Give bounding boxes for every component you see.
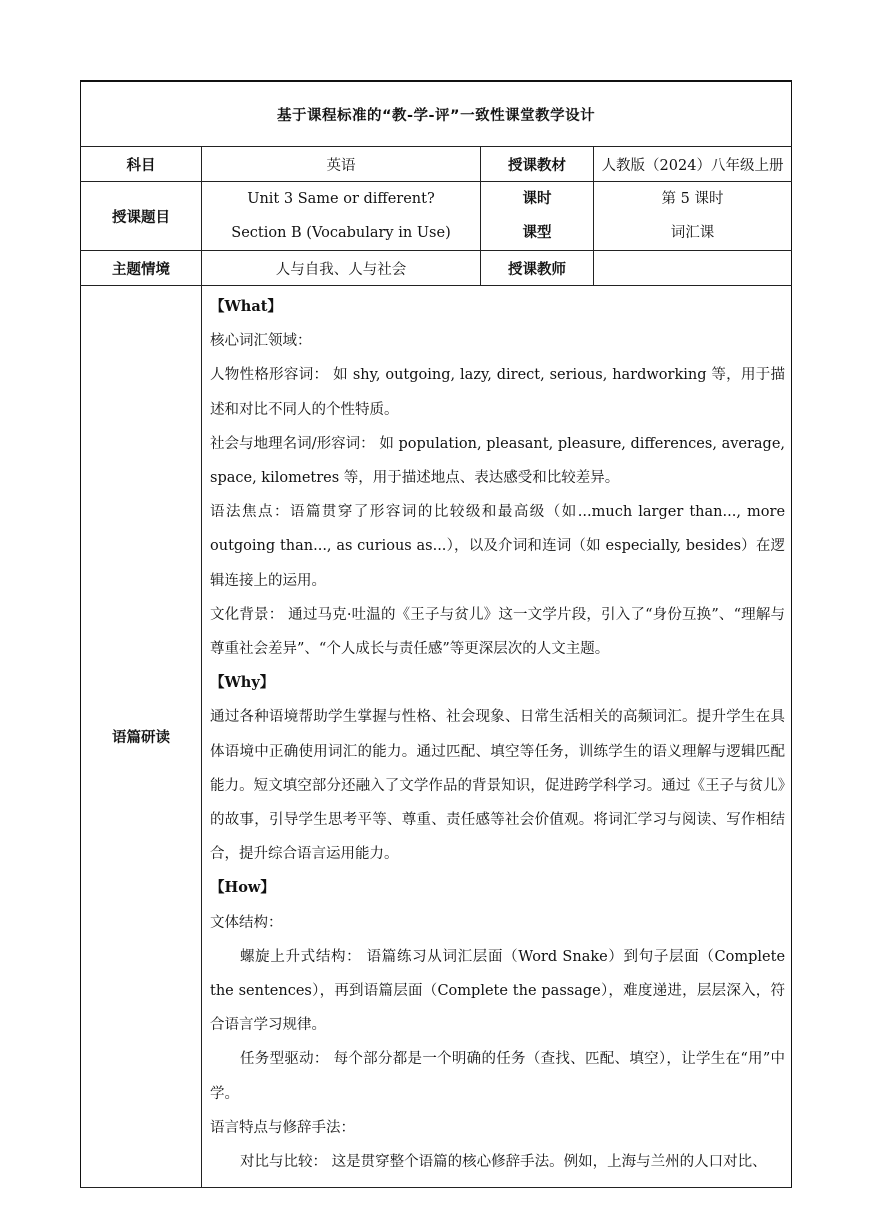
subject-label: 科目	[81, 147, 202, 182]
grammar-focus-paragraph: 语法焦点：语篇贯穿了形容词的比较级和最高级（如...much larger than..., more outgoing than..., as curious as...），以及介词和连词（如 especially, besides）在逻辑连接上的运用。	[210, 504, 786, 589]
period-label: 课时	[522, 191, 552, 207]
type-value: 词汇课	[670, 225, 715, 241]
type-label: 课型	[522, 225, 552, 241]
contrast-comparison-paragraph: 对比与比较： 这是贯穿整个语篇的核心修辞手法。例如，上海与兰州的人口对比、	[240, 1154, 767, 1171]
subject-value: 英语	[202, 147, 481, 182]
analysis-label: 语篇研读	[81, 286, 202, 1188]
topic-line-unit: Unit 3 Same or different?	[247, 191, 435, 207]
textbook-value: 人教版（2024）八年级上册	[594, 147, 792, 182]
theme-value: 人与自我、人与社会	[202, 251, 481, 286]
social-geo-words-paragraph: 社会与地理名词/形容词： 如 population, pleasant, pleasure, differences, average, space, kilometres 等，用于描述地点、表达感受和比较差异。	[210, 435, 786, 487]
personality-adjectives-paragraph: 人物性格形容词： 如 shy, outgoing, lazy, direct, serious, hardworking 等，用于描述和对比不同人的个性特质。	[210, 367, 786, 418]
topic-value-cell	[202, 182, 481, 251]
topic-line-section: Section B (Vocabulary in Use)	[231, 225, 451, 241]
lesson-design-sheet	[80, 80, 791, 1188]
topic-label: 授课题目	[81, 182, 202, 251]
theme-label: 主题情境	[81, 251, 202, 286]
analysis-body	[202, 286, 792, 1188]
core-vocab-heading: 核心词汇领域：	[210, 333, 312, 350]
how-heading: 【How】	[210, 879, 275, 897]
period-type-value-cell	[594, 182, 792, 251]
period-value: 第 5 课时	[661, 191, 724, 207]
document-title: 基于课程标准的“教-学-评”一致性课堂教学设计	[81, 81, 792, 147]
what-heading: 【What】	[210, 298, 282, 315]
teacher-label: 授课教师	[481, 251, 594, 286]
text-structure-heading: 文体结构：	[210, 914, 283, 931]
teacher-value	[594, 251, 792, 286]
why-heading: 【Why】	[210, 674, 275, 692]
cultural-background-paragraph: 文化背景： 通过马克·吐温的《王子与贫儿》这一文学片段，引入了“身份互换”、“理解与尊重社会差异”、“个人成长与责任感”等更深层次的人文主题。	[210, 606, 786, 658]
why-paragraph: 通过各种语境帮助学生掌握与性格、社会现象、日常生活相关的高频词汇。提升学生在具体语境中正确使用词汇的能力。通过匹配、填空等任务，训练学生的语义理解与逻辑匹配能力。短文填空部分还融入了文学作品的背景知识，促进跨学科学习。通过《王子与贫儿》的故事，引导学生思考平等、尊重、责任感等社会价值观。将词汇学习与阅读、写作相结合，提升综合语言运用能力。	[210, 709, 786, 863]
task-driven-paragraph: 任务型驱动： 每个部分都是一个明确的任务（查找、匹配、填空），让学生在“用”中学。	[210, 1051, 786, 1102]
spiral-structure-paragraph: 螺旋上升式结构： 语篇练习从词汇层面（Word Snake）到句子层面（Complete the sentences），再到语篇层面（Complete the passage），难度递进，层层深入，符合语言学习规律。	[210, 948, 786, 1034]
lesson-design-table	[80, 80, 792, 1188]
textbook-label: 授课教材	[481, 147, 594, 182]
language-features-heading: 语言特点与修辞手法：	[210, 1119, 355, 1136]
period-type-label-cell	[481, 182, 594, 251]
